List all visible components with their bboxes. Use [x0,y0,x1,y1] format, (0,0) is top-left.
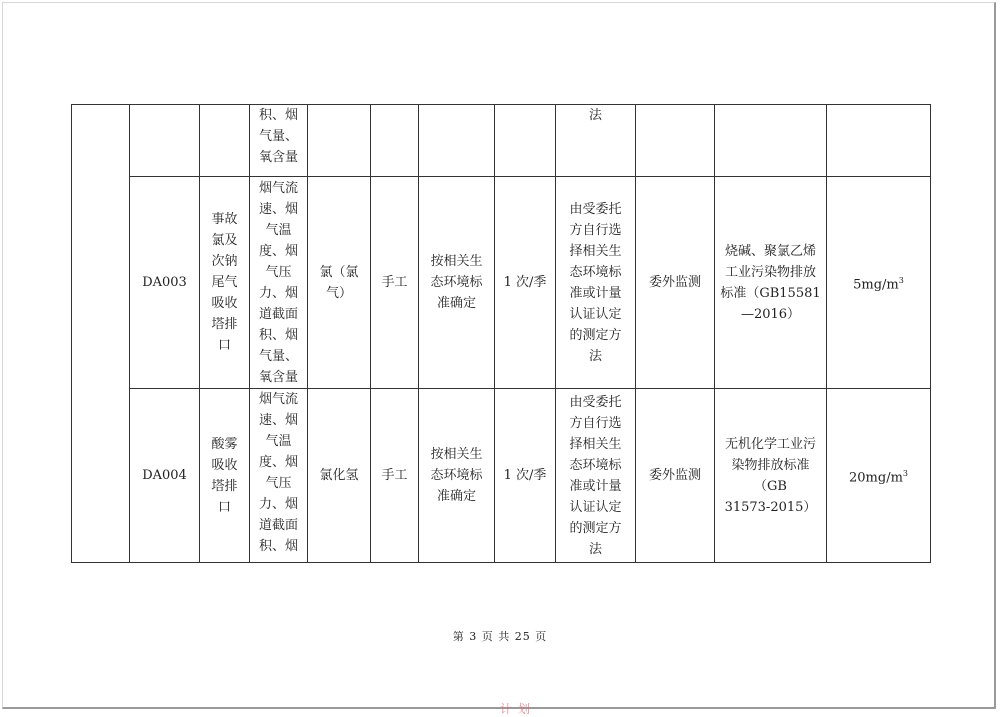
cell-freq: 1 次/季 [495,177,556,389]
cell-items: 积、烟 气量、 氧含量 [250,105,308,177]
stamp-mark: 计划 [500,702,537,716]
cell-col1 [72,105,130,563]
cell-limit: $5mg/m^3$ [827,177,931,389]
cell-freq [495,105,556,177]
cell-name [200,105,250,177]
cell-limit: $20mg/m^3$ [827,389,931,563]
cell-standard: 烧碱、聚氯乙烯 工业污染物排放 标准（GB15581 —2016） [715,177,827,389]
cell-pollutant: 氯化氢 [308,389,371,563]
cell-analysis: 法 [556,105,636,177]
cell-standard: 无机化学工业污 染物排放标准 （GB 31573-2015） [715,389,827,563]
cell-items: 烟气流 速、烟 气温 度、烟 气压 力、烟 道截面 积、烟 [250,389,308,563]
cell-pollutant [308,105,371,177]
cell-method: 手工 [371,177,419,389]
cell-items: 烟气流 速、烟 气温 度、烟 气压 力、烟 道截面 积、烟 气量、 氧含量 [250,177,308,389]
table-row [72,105,931,177]
cell-freq: 1 次/季 [495,389,556,563]
cell-monitor: 委外监测 [636,389,715,563]
cell-basis: 按相关生 态环境标 准确定 [419,389,495,563]
monitoring-table [71,104,931,563]
cell-name: 事故 氯及 次钠 尾气 吸收 塔排 口 [200,177,250,389]
cell-code [130,105,200,177]
page-footer: 第 3 页 共 25 页 [452,630,548,643]
cell-name: 酸雾 吸收 塔排 口 [200,389,250,563]
cell-analysis: 由受委托 方自行选 择相关生 态环境标 准或计量 认证认定 的测定方 法 [556,389,636,563]
cell-method: 手工 [371,389,419,563]
cell-monitor: 委外监测 [636,177,715,389]
cell-code: DA003 [130,177,200,389]
table-row [72,389,931,563]
cell-standard [715,105,827,177]
cell-monitor [636,105,715,177]
cell-basis: 按相关生 态环境标 准确定 [419,177,495,389]
cell-method [371,105,419,177]
cell-limit [827,105,931,177]
cell-code: DA004 [130,389,200,563]
cell-basis [419,105,495,177]
table-row [72,177,931,389]
cell-analysis: 由受委托 方自行选 择相关生 态环境标 准或计量 认证认定 的测定方 法 [556,177,636,389]
cell-pollutant: 氯（氯 气） [308,177,371,389]
